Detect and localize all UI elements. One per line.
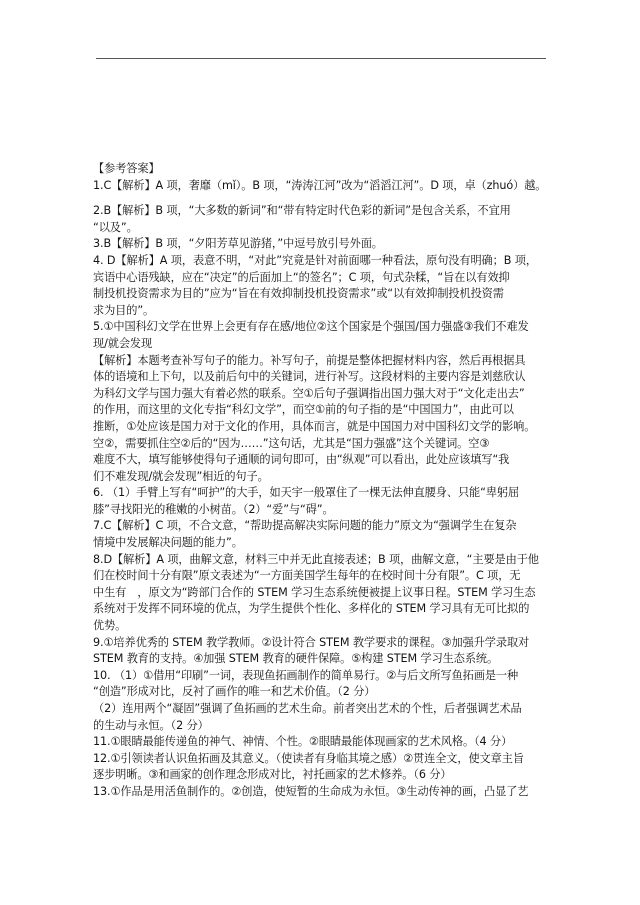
answer-line: 系统对于发挥不同环境的优点，为学生提供个性化、多样化的 STEM 学习具有无可比拟的 [93,602,530,616]
answer-line: 的生动与永恒。（2 分） [93,718,209,732]
answer-line: 的作用，而这里的文化专指“科幻文学”，而空①前的句子指的是“中国国力”，由此可以 [93,403,514,417]
answer-line: 4. D【解析】A 项，表意不明，“对此”究竟是针对前面哪一种看法，原句没有明确；B 项， [93,253,537,267]
answer-line: 1.C【解析】A 项，奢靡（mǐ）。B 项，“涛涛江河”改为“滔滔江河”。D 项，卓（zhuó）越。 [93,178,547,192]
answer-line: 【解析】本题考查补写句子的能力。补写句子，前提是整体把握材料内容，然后再根据具 [93,353,526,367]
answer-line: “以及”。 [93,220,138,234]
answer-line: 制投机投资需求为目的”应为“旨在有效抑制投机投资需求”或“以有效抑制投机投资需 [93,287,504,301]
answer-key-body [93,161,551,801]
answer-line: STEM 教育的支持。④加强 STEM 教育的硬件保障。⑤构建 STEM 学习生态系统。 [93,652,499,666]
answer-line: 中生有 ，原文为“跨部门合作的 STEM 学习生态系统便被提上议事日程。STEM 学习生态 [93,585,536,599]
answer-line: 6. （1）手臂上写有“呵护”的大手，如天宇一般罩住了一棵无法伸直腰身、只能“卑躬屈 [93,486,520,500]
paragraph-gap [93,194,551,203]
answer-line: 逐步明晰。③和画家的创作理念形成对比，衬托画家的艺术修养。（6 分） [93,768,452,782]
answer-lines [93,178,551,801]
answer-line: 现/就会发现 [93,336,153,350]
answer-line: 求为目的”。 [93,303,155,317]
answer-line: 7.C【解析】C 项，不合文意，“帮助提高解决实际问题的能力”原文为“强调学生在复杂 [93,519,517,533]
answer-line: 12.①引领读者认识鱼拓画及其意义。（使读者有身临其境之感）②贯连全文，使文章主旨 [93,751,524,765]
answer-line: 3.B【解析】B 项，“夕阳芳草见游猪，”中逗号放引号外面。 [93,237,383,251]
answer-line: 推断，①处应该是国力对于文化的作用，具体而言，就是中国国力对中国科幻文学的影响。 [93,419,536,433]
answer-line: 膝”寻找阳光的稚嫩的小树苗。（2）“爱”与“碍”。 [93,502,334,516]
answer-line: 情境中发展解决问题的能力”。 [93,536,243,550]
header-rule [96,58,546,59]
answer-line: 们不难发现/就会发现”相近的句子。 [93,469,269,483]
answer-line: “创造”形成对比，反衬了画作的唯一和艺术价值。（2 分） [93,685,376,699]
answer-line: 宾语中心语残缺，应在“决定”的后面加上“的签名”；C 项，句式杂糅，“旨在以有效抑 [93,270,510,284]
answer-line: 5.①中国科幻文学在世界上会更有存在感/地位②这个国家是个强国/国力强盛③我们不难发 [93,320,529,334]
answer-line: 难度不大，填写能够使得句子通顺的词句即可，由“纵观”可以看出，此处应该填写“我 [93,453,510,467]
answer-key-heading: 【参考答案】 [93,162,160,175]
answer-line: 为科幻文学与国力强大有着必然的联系。空①后句子强调指出国力强大对于“文化走出去” [93,386,525,400]
answer-line: 2.B【解析】B 项，“大多数的新词”和“带有特定时代色彩的新词”是包含关系，不宜用 [93,204,511,218]
answer-line: 体的语境和上下句，以及前后句中的关键词，进行补写。这段材料的主要内容是刘慈欣认 [93,370,526,384]
answer-line: 空②，需要抓住空②后的“因为……”这句话，尤其是“国力强盛”这个关键词。空③ [93,436,490,450]
answer-line: 9.①培养优秀的 STEM 教学教师。②设计符合 STEM 教学要求的课程。③加强升学录取对 [93,635,530,649]
answer-line: 优势。 [93,619,127,633]
answer-line: 8.D【解析】A 项，曲解文意，材料三中并无此直接表述；B 项，曲解文意，“主要是由于他 [93,552,539,566]
answer-line: （2）连用两个“凝固”强调了鱼拓画的艺术生命。前者突出艺术的个性，后者强调艺术品 [93,702,522,715]
answer-line: 们在校时间十分有限”原文表述为“一方面美国学生每年的在校时间十分有限”。C 项，无 [93,569,521,583]
answer-line: 11.①眼睛最能传递鱼的神气、神情、个性。②眼睛最能体现画家的艺术风格。（4 分） [93,735,513,749]
answer-line: 10. （1）①借用“印刷”一词，表现鱼拓画制作的简单易行。②与后文所写鱼拓画是一种 [93,668,519,682]
answer-line: 13.①作品是用活鱼制作的。②创造，使短暂的生命成为永恒。③生动传神的画，凸显了艺 [93,784,529,798]
